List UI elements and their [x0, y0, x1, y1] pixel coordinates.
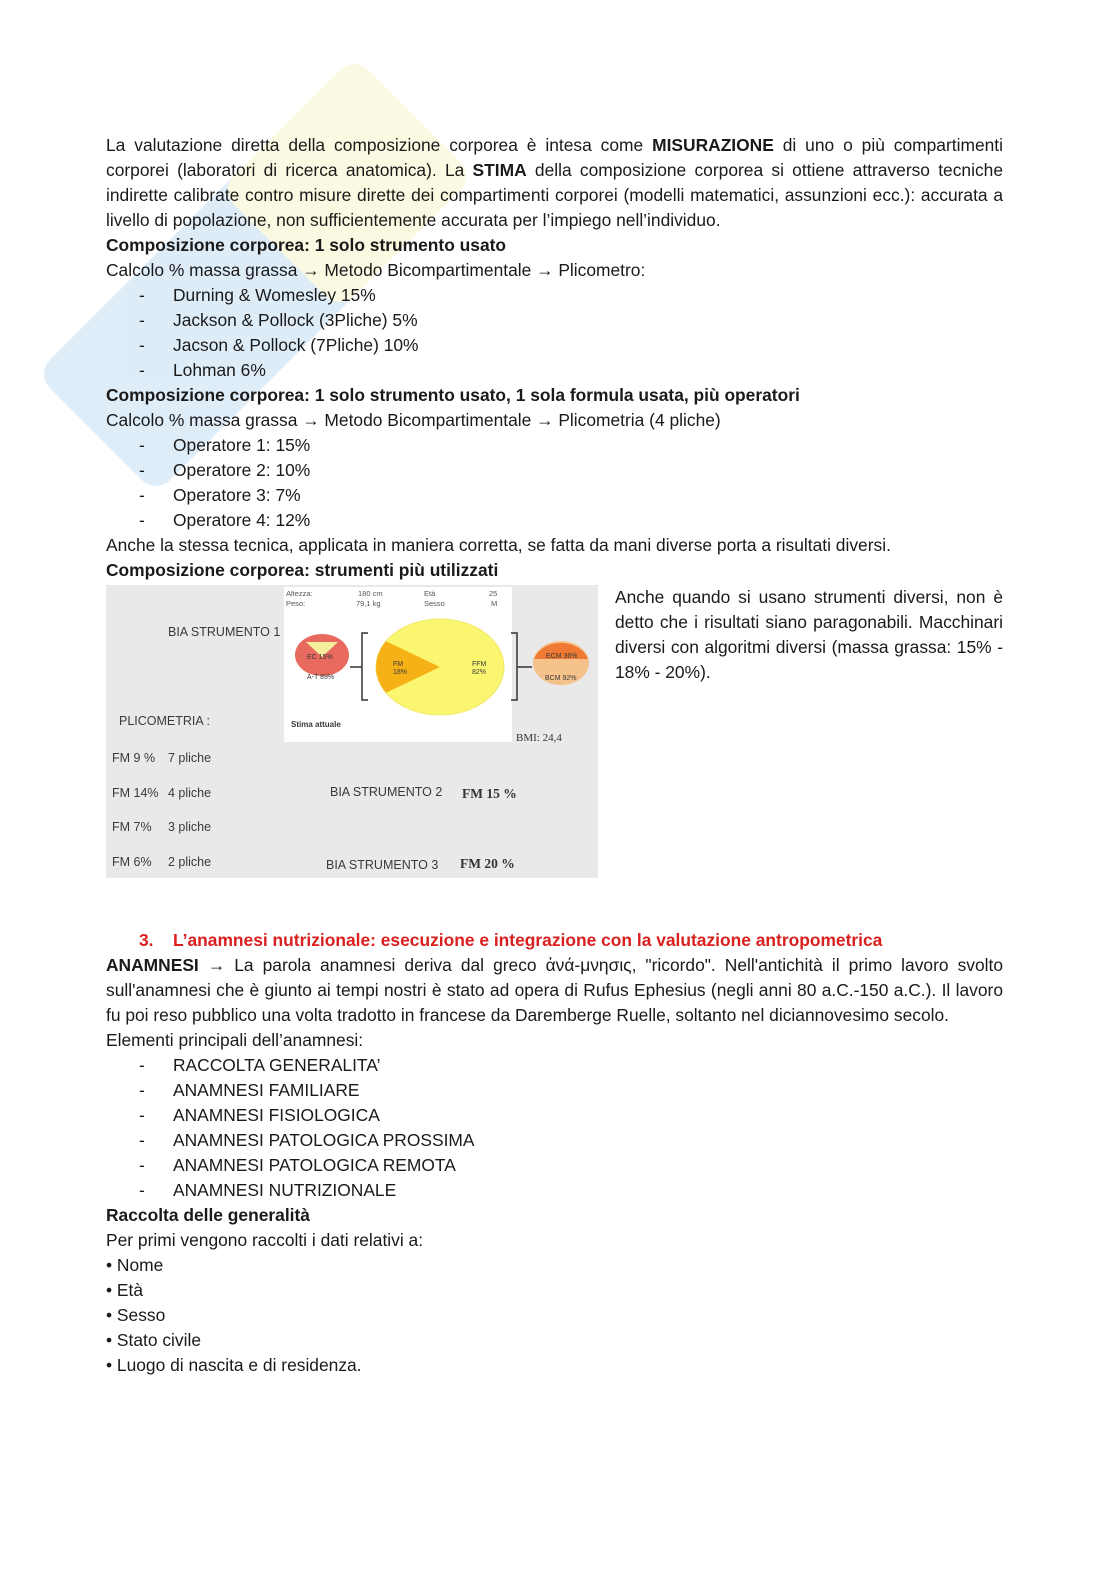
list-item: - Jacson & Pollock (7Pliche) 10% [106, 333, 1003, 358]
list-item: • Stato civile [106, 1330, 202, 1350]
list-item: - Operatore 2: 10% [106, 458, 1003, 483]
plico-fm: FM 14% [112, 786, 159, 800]
list-item: - Operatore 3: 7% [106, 483, 1003, 508]
right-bracket [511, 633, 517, 700]
generalita-intro: Per primi vengono raccolti i dati relativi a: [106, 1230, 424, 1250]
section1-method: Calcolo % massa grassa → Metodo Bicompartimentale → Plicometro: [106, 260, 646, 280]
figure-row [106, 585, 1003, 878]
list-item: - Durning & Womesley 15% [106, 283, 1003, 308]
bia2-value: FM 15 % [462, 786, 517, 801]
bia1-label: BIA STRUMENTO 1 [168, 625, 281, 639]
right-pie-top-label: ECM 36% [546, 653, 578, 660]
list-item: - RACCOLTA GENERALITA’ [106, 1053, 1003, 1078]
misurazione-term: MISURAZIONE [652, 135, 774, 155]
elements-intro: Elementi principali dell’anamnesi: [106, 1030, 364, 1050]
section1-heading: Composizione corporea: 1 solo strumento usato [106, 235, 507, 255]
section-number: 3. [139, 930, 154, 950]
section3-heading: Composizione corporea: strumenti più utilizzati [106, 560, 499, 580]
fm-label: FM [393, 661, 404, 668]
bmi-label: BMI: 24,4 [516, 732, 562, 744]
altezza-label: Altezza: [286, 589, 313, 598]
section2-list [106, 433, 1003, 533]
section-title: 3. L’anamnesi nutrizionale: esecuzione e integrazione con la valutazione antropometrica [106, 928, 1003, 953]
sesso-label: Sesso [424, 599, 445, 608]
anamnesi-term: ANAMNESI [106, 955, 199, 975]
document-body [106, 133, 1003, 1378]
generalita-heading: Raccolta delle generalità [106, 1205, 310, 1225]
bia3-value: FM 20 % [460, 856, 515, 871]
plico-pliche: 4 pliche [168, 786, 212, 800]
stima-term: STIMA [472, 160, 527, 180]
right-pie-bottom-label: BCM 92% [545, 675, 577, 682]
plico-pliche: 3 pliche [168, 820, 212, 834]
bia3-label: BIA STRUMENTO 3 [326, 858, 439, 872]
list-item: - Operatore 4: 12% [106, 508, 1003, 533]
list-item: - Jackson & Pollock (3Pliche) 5% [106, 308, 1003, 333]
section2-note: Anche la stessa tecnica, applicata in maniera corretta, se fatta da mani diverse porta a risultati diversi. [106, 535, 891, 555]
list-item: • Nome [106, 1255, 164, 1275]
arrow-icon: → [207, 955, 226, 975]
anamnesi-paragraph: ANAMNESI → La parola anamnesi deriva dal greco ἀνά-μνησις, "ricordo". Nell'antichità il primo lavoro svolto sull'anamnesi che è giunto ai tempi nostri è stato ad opera di Rufus Ephesius (negli anni 80 a.C.-150 a.C.). Il lavoro fu poi reso pubblico una volta tradotto in francese da Daremberge Ruelle, soltanto nel diciannovesimo secolo. [106, 955, 1003, 1025]
list-item: • Età [106, 1280, 144, 1300]
peso-label: Peso: [286, 599, 306, 608]
plicometria-title: PLICOMETRIA : [119, 714, 210, 728]
composition-figure [106, 585, 598, 878]
list-item: - Lohman 6% [106, 358, 1003, 383]
altezza-value: 180 cm [358, 589, 383, 598]
fm-pct-label: 18% [393, 669, 408, 676]
plico-pliche: 7 pliche [168, 751, 212, 765]
list-item: - ANAMNESI FAMILIARE [106, 1078, 1003, 1103]
bia2-label: BIA STRUMENTO 2 [330, 785, 443, 799]
section1-list [106, 283, 1003, 383]
left-bracket [362, 633, 368, 700]
section2-heading: Composizione corporea: 1 solo strumento usato, 1 sola formula usata, più operatori [106, 385, 800, 405]
plico-fm: FM 9 % [112, 751, 156, 765]
intro-paragraph: La valutazione diretta della composizione corporea è intesa come MISURAZIONE di uno o più compartimenti corporei (laboratori di ricerca anatomica). La STIMA della composizione corporea si ottiene attraverso tecniche indirette calibrate contro misure dirette dei compartimenti corporei (modelli matematici, assunzioni ecc.): accurata a livello di popolazione, non sufficientemente accurata per l’impiego nell’individuo. [106, 135, 1003, 230]
list-item: - ANAMNESI PATOLOGICA REMOTA [106, 1153, 1003, 1178]
plico-pliche: 2 pliche [168, 855, 212, 869]
plico-fm: FM 6% [112, 855, 152, 869]
list-item: - ANAMNESI NUTRIZIONALE [106, 1178, 1003, 1203]
eta-label: Età [424, 589, 436, 598]
generalita-list [106, 1253, 1003, 1378]
eta-value: 25 [489, 589, 498, 598]
instruments-comparison-text: Anche quando si usano strumenti diversi, non è detto che i risultati siano paragonabili. Macchinari diversi con algoritmi diversi (massa grassa: 15% - 18% - 20%). [615, 587, 1003, 682]
list-item: • Sesso [106, 1305, 166, 1325]
sesso-value: M [491, 599, 498, 608]
estimate-label: Stima attuale [291, 720, 341, 729]
list-item: - Operatore 1: 15% [106, 433, 1003, 458]
list-item: • Luogo di nascita e di residenza. [106, 1355, 362, 1375]
ffm-label: FFM [472, 661, 487, 668]
anamnesi-elements-list [106, 1053, 1003, 1203]
list-item: - ANAMNESI FISIOLOGICA [106, 1103, 1003, 1128]
ffm-pct-label: 82% [472, 669, 487, 676]
peso-value: 79,1 kg [356, 599, 381, 608]
section2-method: Calcolo % massa grassa → Metodo Bicompartimentale → Plicometria (4 pliche) [106, 410, 721, 430]
plico-fm: FM 7% [112, 820, 152, 834]
list-item: - ANAMNESI PATOLOGICA PROSSIMA [106, 1128, 1003, 1153]
left-pie-top-label: EC 15% [307, 654, 333, 661]
left-pie-bottom-label: A-T 89% [307, 674, 335, 681]
